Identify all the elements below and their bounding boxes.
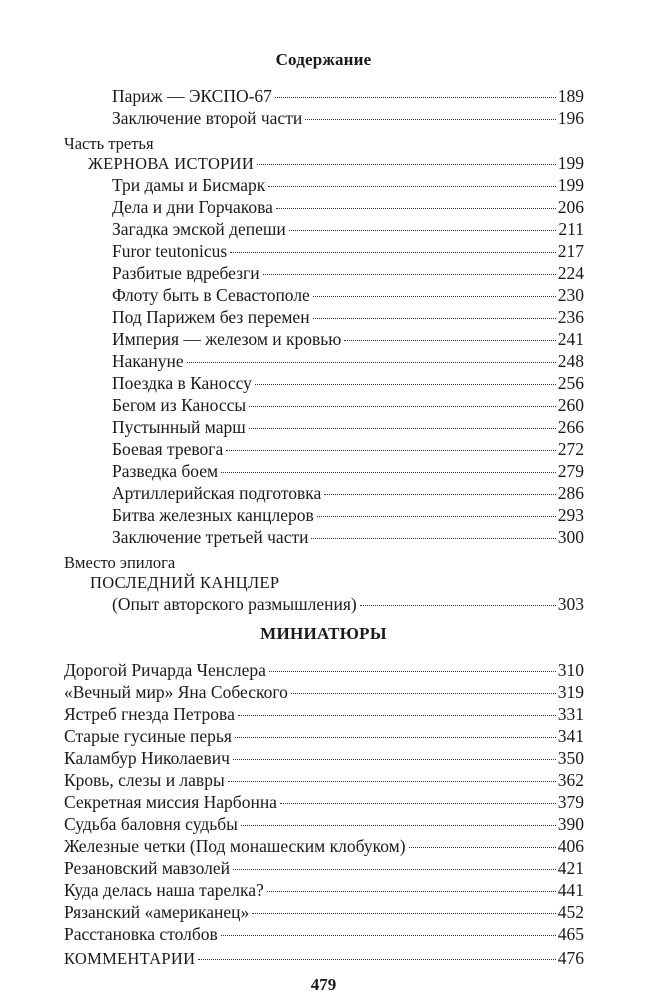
entry-page: 206 bbox=[557, 197, 584, 217]
toc-entry bbox=[112, 594, 584, 615]
toc-entry bbox=[112, 86, 584, 107]
entry-page: 286 bbox=[557, 483, 584, 503]
entry-title: Резановский мавзолей bbox=[64, 858, 230, 878]
entry-title: Расстановка столбов bbox=[64, 924, 218, 944]
dot-leader bbox=[267, 891, 556, 892]
entry-page: 310 bbox=[557, 660, 584, 680]
entry-title: Флоту быть в Севастополе bbox=[112, 285, 310, 305]
entry-page: 406 bbox=[557, 836, 584, 856]
entry-title: Поездка в Каноссу bbox=[112, 373, 252, 393]
section-heading: МИНИАТЮРЫ bbox=[260, 624, 387, 643]
entry-title: Ястреб гнезда Петрова bbox=[64, 704, 235, 724]
toc-entry bbox=[112, 505, 584, 526]
entry-page: 272 bbox=[557, 439, 584, 459]
entry-title: Пустынный марш bbox=[112, 417, 246, 437]
dot-leader bbox=[269, 671, 556, 672]
part-heading-entry bbox=[88, 153, 584, 174]
dot-leader bbox=[228, 781, 556, 782]
toc-entry bbox=[112, 351, 584, 372]
dot-leader bbox=[238, 715, 556, 716]
entry-title: Каламбур Николаевич bbox=[64, 748, 230, 768]
toc-entry bbox=[64, 726, 584, 747]
toc-entry bbox=[112, 285, 584, 306]
entry-page: 319 bbox=[557, 682, 584, 702]
part-label: Часть третья bbox=[64, 134, 154, 153]
entry-page: 230 bbox=[557, 285, 584, 305]
toc-entry bbox=[112, 329, 584, 350]
entry-page: 300 bbox=[557, 527, 584, 547]
entry-title: Битва железных канцлеров bbox=[112, 505, 314, 525]
entry-title: Furor teutonicus bbox=[112, 241, 228, 261]
toc-entry bbox=[112, 483, 584, 504]
entry-title: Загадка эмской депеши bbox=[112, 219, 286, 239]
toc-entry bbox=[64, 814, 584, 835]
entry-title: Судьба баловня судьбы bbox=[64, 814, 238, 834]
dot-leader bbox=[257, 164, 556, 165]
toc-entry bbox=[112, 219, 584, 240]
entry-title: Железные четки (Под монашеским клобуком) bbox=[64, 836, 406, 856]
entry-page: 350 bbox=[557, 748, 584, 768]
toc-entry bbox=[112, 461, 584, 482]
entry-title: Боевая тревога bbox=[112, 439, 224, 459]
toc-entry bbox=[64, 748, 584, 769]
entry-title: Накануне bbox=[112, 351, 184, 371]
toc-entry bbox=[64, 836, 584, 857]
toc-entry bbox=[64, 704, 584, 725]
entry-title: Заключение второй части bbox=[112, 108, 303, 128]
toc-entry bbox=[112, 307, 584, 328]
dot-leader bbox=[255, 384, 556, 385]
toc-entry bbox=[112, 241, 584, 262]
dot-leader bbox=[317, 516, 556, 517]
entry-page: 279 bbox=[557, 461, 584, 481]
dot-leader bbox=[226, 450, 556, 451]
entry-page: 217 bbox=[557, 241, 584, 261]
toc-entry-comments bbox=[64, 948, 584, 969]
entry-title: Заключение третьей части bbox=[112, 527, 309, 547]
entry-page: 189 bbox=[557, 86, 584, 106]
dot-leader bbox=[187, 362, 556, 363]
entry-page: 211 bbox=[558, 219, 584, 239]
entry-page: 260 bbox=[557, 395, 584, 415]
dot-leader bbox=[241, 825, 556, 826]
entry-title: Под Парижем без перемен bbox=[112, 307, 310, 327]
entry-page: 241 bbox=[557, 329, 584, 349]
toc-entry bbox=[112, 197, 584, 218]
dot-leader bbox=[324, 494, 555, 495]
entry-title: (Опыт авторского размышления) bbox=[112, 594, 357, 614]
entry-title: Дела и дни Горчакова bbox=[112, 197, 273, 217]
toc-entry bbox=[112, 527, 584, 548]
dot-leader bbox=[249, 406, 556, 407]
toc-entry bbox=[64, 902, 584, 923]
entry-page: 331 bbox=[557, 704, 584, 724]
dot-leader bbox=[311, 538, 555, 539]
entry-page: 390 bbox=[557, 814, 584, 834]
toc-entry bbox=[112, 263, 584, 284]
dot-leader bbox=[235, 737, 556, 738]
dot-leader bbox=[252, 913, 555, 914]
toc-entry bbox=[64, 660, 584, 681]
toc-entry bbox=[64, 770, 584, 791]
entry-page: 248 bbox=[557, 351, 584, 371]
dot-leader bbox=[280, 803, 556, 804]
dot-leader bbox=[221, 472, 556, 473]
entry-page: 441 bbox=[557, 880, 584, 900]
toc-entry bbox=[64, 880, 584, 901]
entry-page: 199 bbox=[557, 175, 584, 195]
entry-page: 341 bbox=[557, 726, 584, 746]
dot-leader bbox=[291, 693, 556, 694]
toc-entry bbox=[112, 439, 584, 460]
entry-title: Секретная миссия Нарбонна bbox=[64, 792, 277, 812]
dot-leader bbox=[249, 428, 556, 429]
toc-entry bbox=[64, 858, 584, 879]
entry-title: Рязанский «американец» bbox=[64, 902, 250, 922]
toc-entry bbox=[112, 373, 584, 394]
running-head: Содержание bbox=[275, 50, 372, 69]
toc-entry bbox=[112, 395, 584, 416]
dot-leader bbox=[360, 605, 556, 606]
entry-page: 196 bbox=[557, 108, 584, 128]
entry-title: Разбитые вдребезги bbox=[112, 263, 260, 283]
dot-leader bbox=[221, 935, 556, 936]
entry-page: 303 bbox=[557, 594, 584, 614]
dot-leader bbox=[289, 230, 557, 231]
page-number: 479 bbox=[310, 975, 337, 994]
entry-title: КОММЕНТАРИИ bbox=[64, 949, 196, 968]
dot-leader bbox=[198, 959, 555, 960]
entry-title: Старые гусиные перья bbox=[64, 726, 232, 746]
entry-page: 236 bbox=[557, 307, 584, 327]
entry-title: Кровь, слезы и лавры bbox=[64, 770, 225, 790]
toc-entry bbox=[112, 108, 584, 129]
dot-leader bbox=[230, 252, 556, 253]
dot-leader bbox=[233, 759, 556, 760]
toc-entry bbox=[64, 924, 584, 945]
dot-leader bbox=[313, 318, 556, 319]
entry-title: Разведка боем bbox=[112, 461, 219, 481]
entry-page: 362 bbox=[557, 770, 584, 790]
dot-leader bbox=[233, 869, 556, 870]
entry-title: Куда делась наша тарелка? bbox=[64, 880, 264, 900]
epilogue-heading: ПОСЛЕДНИЙ КАНЦЛЕР bbox=[90, 573, 280, 592]
dot-leader bbox=[268, 186, 555, 187]
dot-leader bbox=[276, 208, 556, 209]
entry-title: ЖЕРНОВА ИСТОРИИ bbox=[88, 154, 255, 173]
dot-leader bbox=[313, 296, 556, 297]
toc-entry bbox=[112, 175, 584, 196]
entry-page: 421 bbox=[557, 858, 584, 878]
entry-title: «Вечный мир» Яна Собеского bbox=[64, 682, 288, 702]
entry-page: 266 bbox=[557, 417, 584, 437]
entry-title: Дорогой Ричарда Ченслера bbox=[64, 660, 266, 680]
entry-title: Бегом из Каноссы bbox=[112, 395, 247, 415]
entry-title: Артиллерийская подготовка bbox=[112, 483, 322, 503]
entry-title: Париж — ЭКСПО-67 bbox=[112, 86, 272, 106]
epilogue-label: Вместо эпилога bbox=[64, 553, 176, 572]
entry-title: Империя — железом и кровью bbox=[112, 329, 342, 349]
dot-leader bbox=[275, 97, 556, 98]
entry-page: 224 bbox=[557, 263, 584, 283]
entry-page: 465 bbox=[557, 924, 584, 944]
entry-page: 293 bbox=[557, 505, 584, 525]
entry-page: 379 bbox=[557, 792, 584, 812]
entry-page: 476 bbox=[557, 948, 584, 968]
entry-title: Три дамы и Бисмарк bbox=[112, 175, 266, 195]
dot-leader bbox=[344, 340, 555, 341]
toc-entry bbox=[112, 417, 584, 438]
entry-page: 452 bbox=[557, 902, 584, 922]
dot-leader bbox=[263, 274, 556, 275]
toc-entry bbox=[64, 682, 584, 703]
entry-page: 199 bbox=[557, 153, 584, 173]
toc-entry bbox=[64, 792, 584, 813]
dot-leader bbox=[409, 847, 556, 848]
dot-leader bbox=[305, 119, 556, 120]
entry-page: 256 bbox=[557, 373, 584, 393]
